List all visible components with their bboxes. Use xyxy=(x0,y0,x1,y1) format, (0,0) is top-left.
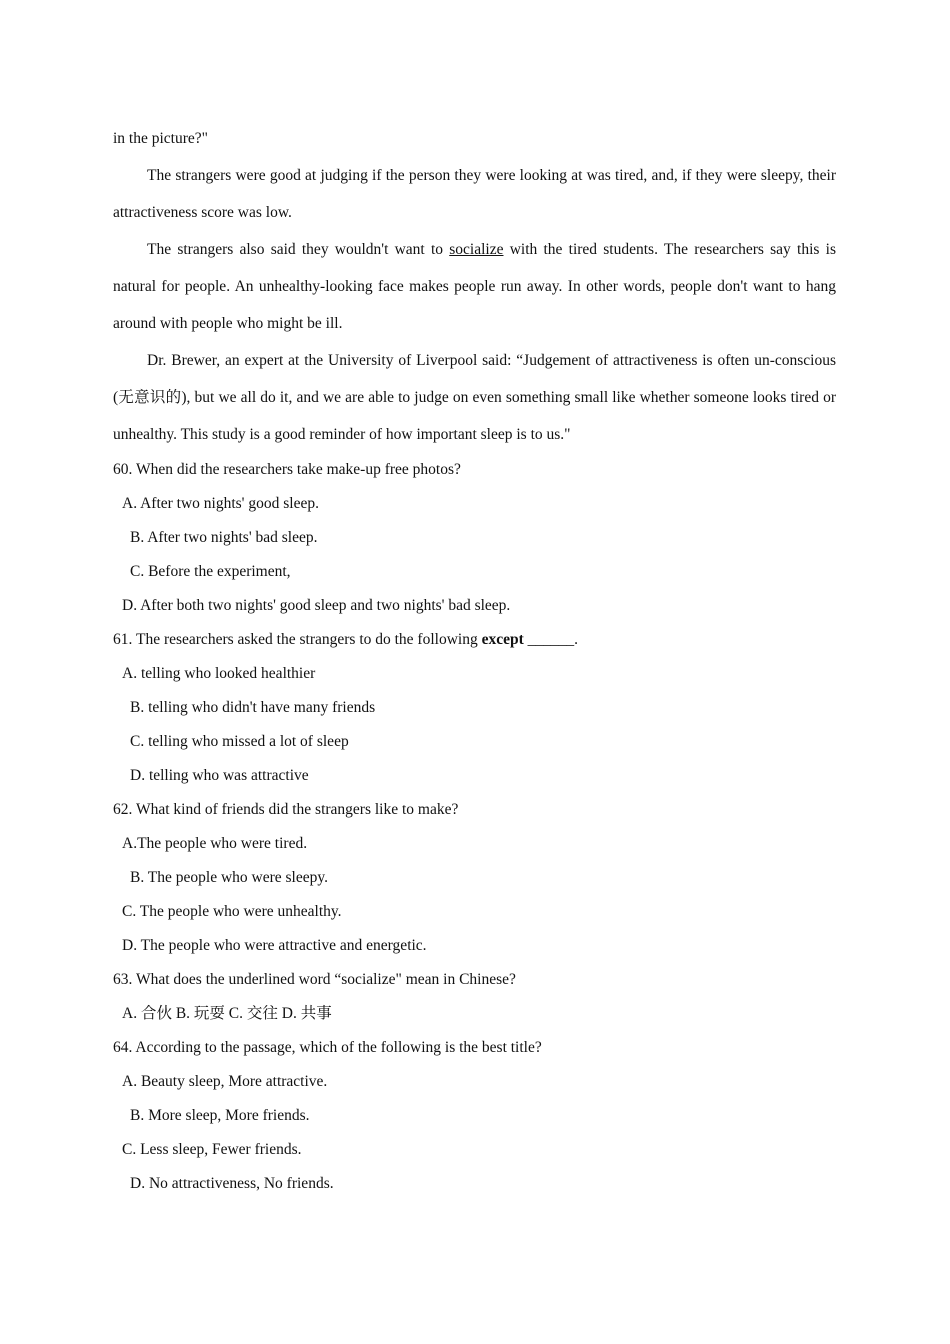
question-62-option-c: C. The people who were unhealthy. xyxy=(122,903,342,920)
passage-fragment: in the picture?" xyxy=(113,130,208,147)
passage-paragraph-2 xyxy=(113,231,836,342)
question-61-option-c: C. telling who missed a lot of sleep xyxy=(130,733,349,750)
question-61-stem-start: 61. The researchers asked the strangers to do the following xyxy=(113,631,482,648)
question-62-option-d: D. The people who were attractive and energetic. xyxy=(122,937,427,954)
passage-paragraph-1: The strangers were good at judging if the person they were looking at was tired, and, if they were sleepy, their attractiveness score was low. xyxy=(113,167,836,221)
question-62-option-a: A.The people who were tired. xyxy=(122,835,308,852)
question-60-option-d: D. After both two nights' good sleep and two nights' bad sleep. xyxy=(122,597,511,614)
question-63-stem: 63. What does the underlined word “socialize" mean in Chinese? xyxy=(113,971,516,988)
document-page xyxy=(113,120,836,1201)
question-64-option-a: A. Beauty sleep, More attractive. xyxy=(122,1073,328,1090)
question-63-options: A. 合伙 B. 玩耍 C. 交往 D. 共事 xyxy=(122,1005,332,1022)
question-61-stem xyxy=(113,623,836,657)
question-62-stem: 62. What kind of friends did the strangers like to make? xyxy=(113,801,459,818)
question-61-option-d: D. telling who was attractive xyxy=(130,767,309,784)
question-60-option-a: A. After two nights' good sleep. xyxy=(122,495,319,512)
question-60-option-c: C. Before the experiment, xyxy=(130,563,291,580)
question-64-option-b: B. More sleep, More friends. xyxy=(130,1107,310,1124)
question-61-stem-end: ______. xyxy=(523,631,579,648)
question-61-option-b: B. telling who didn't have many friends xyxy=(130,699,376,716)
passage-paragraph-2-start: The strangers also said they wouldn't want to xyxy=(147,241,450,258)
passage-paragraph-2-end: with the tired students. The researchers say this is natural for people. An unhealthy-looking face makes people run away. In other words, people don't want to hang around with people who might be ill. xyxy=(113,241,836,332)
underlined-word-socialize: socialize xyxy=(449,241,504,258)
question-62-option-b: B. The people who were sleepy. xyxy=(130,869,328,886)
question-64-option-d: D. No attractiveness, No friends. xyxy=(130,1175,334,1192)
question-60-stem: 60. When did the researchers take make-up free photos? xyxy=(113,461,461,478)
question-64-option-c: C. Less sleep, Fewer friends. xyxy=(122,1141,302,1158)
question-61-option-a: A. telling who looked healthier xyxy=(122,665,316,682)
question-64-stem: 64. According to the passage, which of the following is the best title? xyxy=(113,1039,542,1056)
question-61-stem-bold: except xyxy=(481,631,524,648)
passage-paragraph-3: Dr. Brewer, an expert at the University of Liverpool said: “Judgement of attractiveness is often un-conscious (无意识的), but we all do it, and we are able to judge on even something small like whether someone looks tired or unhealthy. This study is a good reminder of how important sleep is to us." xyxy=(113,352,836,443)
question-60-option-b: B. After two nights' bad sleep. xyxy=(130,529,318,546)
